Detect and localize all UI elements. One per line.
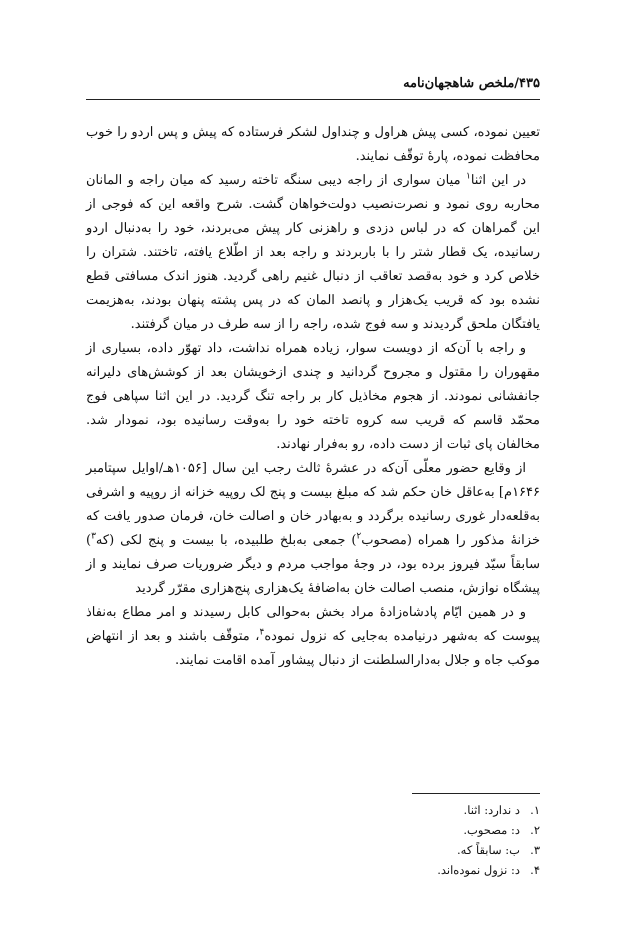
footnote-rule [412, 793, 540, 794]
main-text [86, 121, 540, 673]
footnote-2: ۲. د: مصحوب. [463, 823, 540, 837]
paragraph-5: و در همین ایّام پادشاه‌زادهٔ مراد بخش به‌حوالی کابل رسیدند و امر مطاع به‌نفاذ پیوست که به‌شهر درنیامده به‌جایی که نزول نموده$^۴$، متوقّف باشند و بعد از انتهاض موکب جاه و جلال به‌دارالسلطنت از دنبال پیشاور آمده اقامت نمایند. [86, 605, 541, 668]
footnotes [340, 800, 540, 880]
footnote-3: ۳. ب: سابقاً که. [457, 843, 540, 857]
paragraph-4: از وقایع حضور معلّی آن‌که در عشرهٔ ثالث رجب این سال [۱۰۵۶هـ/اوایل سپتامبر ۱۶۴۶م] به‌عاقل خان حکم شد که مبلغ بیست و پنج لک روپیه خزانه از روپیه و اشرفی به‌قلعه‌دار غوری رسانیده برگردد و به‌بهادر خان و اصالت خان، فرمان صدور یافت که خزانهٔ مذکور را همراه (مصحوب$^۲$) جمعی به‌بلخ طلبیده، با بیست و پنج لکی (که$^۳$) سابقاً سیّد فیروز برده بود، در وجهٔ مواجب مردم و دیگر ضروریات صرف نمایند و از پیشگاه نوازش، منصب اصالت خان به‌اضافهٔ یک‌هزاری پنج‌هزاری مقرّر گردید [86, 461, 540, 596]
header-rule [86, 99, 540, 100]
footnote-ref-4: ۴ [259, 627, 265, 638]
footnote-1: ۱. د ندارد: اثنا. [463, 803, 540, 817]
running-header: ۴۳۵/ملخص شاهجهان‌نامه [403, 76, 540, 91]
paragraph-1: تعیین نموده، کسی پیش هراول و چنداول لشکر فرستاده که پیش و پس اردو را خوب محافظت نموده، پارهٔ توقّف نمایند. [86, 125, 540, 164]
footnote-ref-1: ۱ [465, 171, 471, 182]
footnote-ref-2: ۲ [356, 531, 362, 542]
paragraph-2: در این اثنا$^۱$ میان سواری از راجه دیبی سنگه تاخته رسید که میان راجه و المانان محاربه روی نمود و نصرت‌نصیب دولت‌خواهان گشت. شرح واقعه این که فوجی از این گمراهان که در لباس دزدی و راهزنی کار پیش می‌بردند، خود را به‌دنبال اردو رسانیده، یک قطار شتر را با باربردند و راجه بعد از اطّلاع یافته، تاختند. شتران را خلاص کرد و خود به‌قصد تعاقب از دنبال غنیم راهی گردید. هنوز اندک مسافتی قطع نشده بود که قریب یک‌هزار و پانصد المان که در پس پشته پنهان بودند، به‌هزیمت یافتگان ملحق گردیدند و سه فوج شده، راجه را از سه طرف در میان گرفتند. [86, 171, 540, 332]
footnote-4: ۴. د: نزول نموده‌اند. [437, 863, 540, 877]
paragraph-3: و راجه با آن‌که از دویست سوار، زیاده همراه نداشت، داد تهوّر داده، بسیاری از مقهوران را مقتول و مجروح گردانید و چندی ازخویشان بعد از کوشش‌های دلیرانه جانفشانی نمودند. از هجوم مخاذیل کار بر راجه تنگ گردید. در این اثنا سپاهی فوج محمّد قاسم که قریب سه کروه تاخته خود را به‌وقت رسانیده بود، نمودار شد. مخالفان پای ثبات از دست داده، رو به‌فرار نهادند. [86, 341, 540, 452]
footnote-ref-3: ۳ [91, 531, 96, 542]
